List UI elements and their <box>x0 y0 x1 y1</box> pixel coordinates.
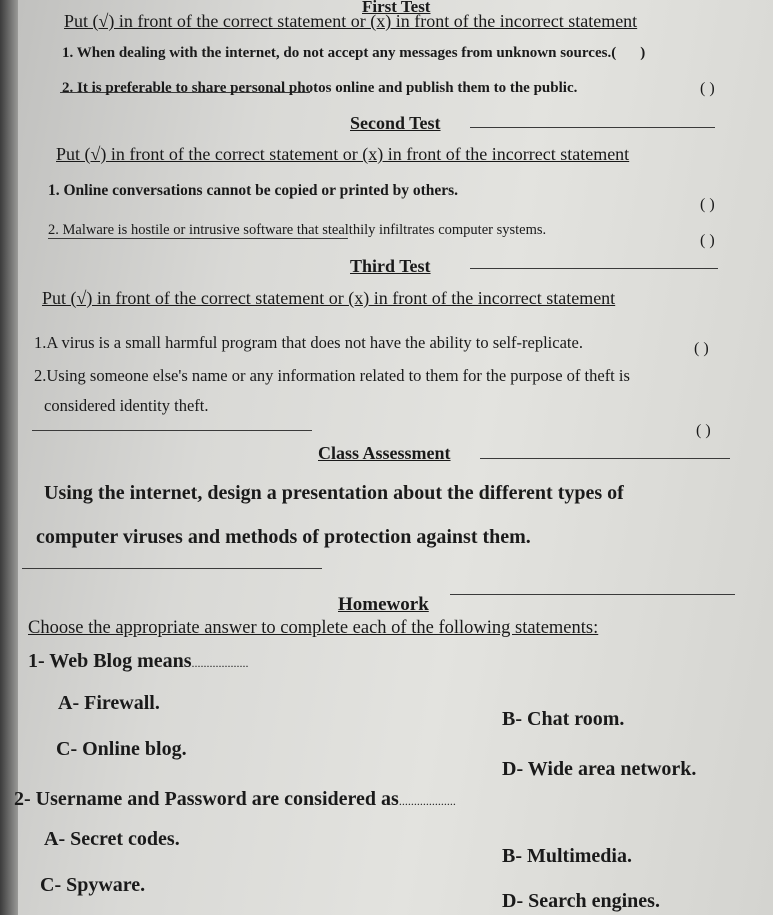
third-test-q2-line1: 2.Using someone else's name or any information related to them for the purpose of theft is <box>34 366 630 385</box>
homework-q1-option-a: A- Firewall. <box>58 692 160 714</box>
homework-instruction: Choose the appropriate answer to complete each of the following statements: <box>28 618 599 638</box>
second-test-q1: 1. Online conversations cannot be copied or printed by others. <box>48 182 459 199</box>
divider <box>450 594 735 595</box>
second-test-q1-answer-blank: ( ) <box>700 196 715 213</box>
homework-q1: 1- Web Blog means................... <box>28 650 249 672</box>
divider <box>48 238 348 239</box>
third-test-q2-line2: considered identity theft. <box>44 396 209 415</box>
third-test-q1: 1.A virus is a small harmful program that does not have the ability to self-replicate. <box>34 333 583 352</box>
class-assessment-line1: Using the internet, design a presentation about the different types of <box>44 482 624 504</box>
divider <box>480 458 730 459</box>
first-test-title: First Test <box>362 0 431 16</box>
third-test-q1-answer-blank: ( ) <box>694 340 709 357</box>
homework-q1-option-b: B- Chat room. <box>502 708 625 730</box>
homework-q1-option-c: C- Online blog. <box>56 738 187 760</box>
divider <box>470 268 718 269</box>
divider <box>22 568 322 569</box>
first-test-instruction: Put (√) in front of the correct statement or (x) in front of the incorrect statement <box>64 11 638 31</box>
homework-q2-option-a: A- Secret codes. <box>44 828 180 850</box>
homework-q1-option-d: D- Wide area network. <box>502 758 697 780</box>
class-assessment-title: Class Assessment <box>318 443 451 463</box>
second-test-instruction: Put (√) in front of the correct statement or (x) in front of the incorrect statement <box>56 144 630 164</box>
second-test-title: Second Test <box>350 113 441 133</box>
third-test-q2-answer-blank: ( ) <box>696 422 711 439</box>
third-test-title: Third Test <box>350 256 431 276</box>
divider <box>470 127 715 128</box>
homework-q2: 2- Username and Password are considered as................... <box>14 788 456 810</box>
homework-q2-option-d: D- Search engines. <box>502 890 660 912</box>
divider <box>32 430 312 431</box>
homework-q2-option-c: C- Spyware. <box>40 874 146 896</box>
first-test-q2: 2. It is preferable to share personal photos online and publish them to the public. <box>62 80 578 96</box>
page-edge-shadow <box>0 0 18 915</box>
first-test-q2-answer-blank: ( ) <box>700 80 715 97</box>
third-test-instruction: Put (√) in front of the correct statement or (x) in front of the incorrect statement <box>42 288 616 308</box>
class-assessment-line2: computer viruses and methods of protection against them. <box>36 526 531 548</box>
second-test-q2: 2. Malware is hostile or intrusive software that stealthily infiltrates computer systems. <box>48 222 547 238</box>
homework-q2-option-b: B- Multimedia. <box>502 845 632 867</box>
first-test-q1: 1. When dealing with the internet, do not accept any messages from unknown sources.( ) <box>62 45 646 61</box>
homework-title: Homework <box>338 594 429 615</box>
second-test-q2-answer-blank: ( ) <box>700 232 715 249</box>
